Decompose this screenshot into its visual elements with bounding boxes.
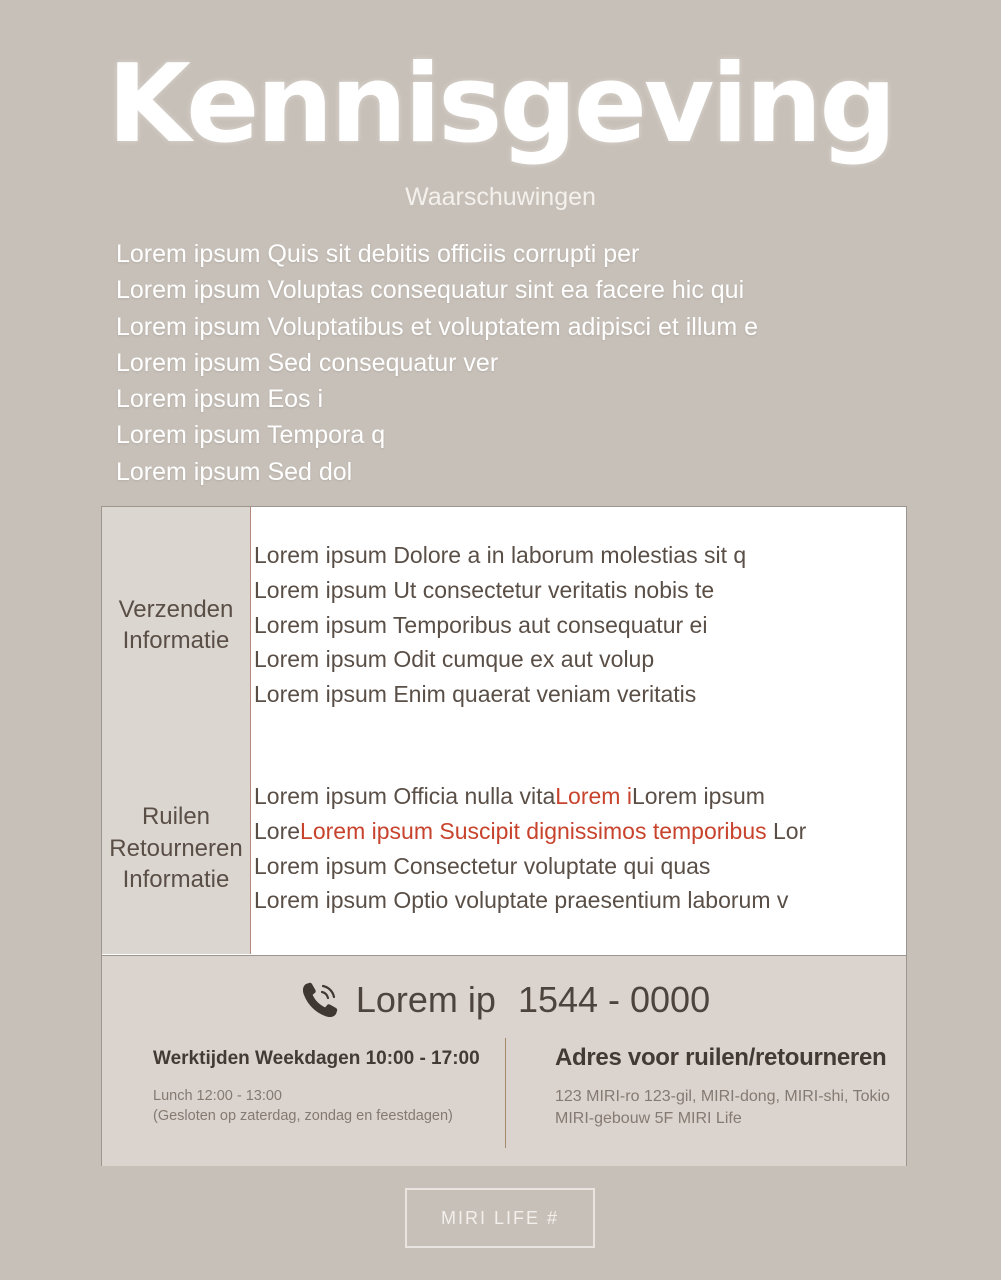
returns-info-content — [251, 743, 906, 954]
hours-title: Werktijden Weekdagen 10:00 - 17:00 — [153, 1048, 480, 1069]
returns-label-line: Ruilen — [141, 803, 211, 831]
returns-label-line: Retourneren — [109, 834, 243, 862]
notice-list — [116, 236, 758, 490]
miri-life-button[interactable]: MIRI LIFE # — [405, 1188, 595, 1248]
returns-text: Lor — [766, 817, 807, 844]
return-address — [555, 1044, 890, 1130]
shipping-info-line: Lorem ipsum Ut consectetur veritatis nobis te — [254, 576, 715, 603]
phone-row — [102, 978, 906, 1022]
returns-info-line: Lorem ipsum Optio voluptate praesentium laborum v — [254, 887, 789, 914]
returns-text: Lorem ipsum — [631, 783, 765, 810]
contact-divider — [505, 1038, 506, 1148]
contact-section — [102, 955, 906, 1166]
notice-item: Lorem ipsum Eos i — [116, 385, 324, 414]
lunch-hours: Lunch 12:00 - 13:00 — [153, 1088, 282, 1104]
shipping-info-line: Lorem ipsum Dolore a in laborum molestias sit q — [254, 542, 747, 569]
returns-text: Lore — [254, 817, 301, 844]
shipping-info-line: Lorem ipsum Temporibus aut consequatur ei — [254, 611, 708, 638]
returns-label-line: Informatie — [122, 866, 230, 894]
notice-item: Lorem ipsum Voluptas consequatur sint ea facere hic qui — [116, 276, 745, 305]
shipping-info-line: Lorem ipsum Odit cumque ex aut volup — [254, 646, 655, 673]
notice-item: Lorem ipsum Sed consequatur ver — [116, 348, 499, 377]
page-title: Kennisgeving — [107, 42, 894, 167]
returns-info-line — [254, 814, 906, 849]
address-line: MIRI-gebouw 5F MIRI Life — [555, 1110, 742, 1127]
phone-label: Lorem ip — [355, 979, 496, 1020]
shipping-label-line: Informatie — [122, 627, 230, 654]
address-line: 123 MIRI-ro 123-gil, MIRI-dong, MIRI-shi, Tokio — [555, 1088, 890, 1105]
returns-highlight: Lorem i — [555, 783, 632, 810]
notice-item: Lorem ipsum Quis sit debitis officiis corrupti per — [116, 240, 640, 268]
shipping-label-line: Verzenden — [118, 595, 234, 623]
shipping-info-line: Lorem ipsum Enim quaerat veniam veritatis — [254, 681, 697, 708]
phone-number[interactable]: 1544 - 0000 — [517, 979, 711, 1020]
returns-info-line: Lorem ipsum Consectetur voluptate qui quas — [254, 852, 711, 879]
returns-info-label — [102, 743, 251, 954]
closed-days: (Gesloten op zaterdag, zondag en feestdagen) — [153, 1108, 453, 1124]
returns-info-row — [102, 743, 906, 954]
notice-item: Lorem ipsum Voluptatibus et voluptatem adipisci et illum e — [116, 312, 758, 341]
returns-info-line — [254, 779, 906, 814]
shipping-info-label — [102, 507, 251, 743]
business-hours — [153, 1048, 480, 1126]
notice-item: Lorem ipsum Tempora q — [116, 421, 386, 450]
returns-highlight: Lorem ipsum Suscipit dignissimos temporibus — [300, 817, 767, 844]
phone-icon — [298, 978, 342, 1022]
page-subtitle: Waarschuwingen — [405, 183, 596, 211]
address-title: Adres voor ruilen/retourneren — [555, 1044, 887, 1071]
returns-text: Lorem ipsum Officia nulla vita — [254, 783, 556, 810]
info-table — [101, 506, 907, 1166]
shipping-info-row — [102, 507, 906, 744]
shipping-info-content — [251, 507, 906, 743]
notice-item: Lorem ipsum Sed dol — [116, 457, 353, 486]
